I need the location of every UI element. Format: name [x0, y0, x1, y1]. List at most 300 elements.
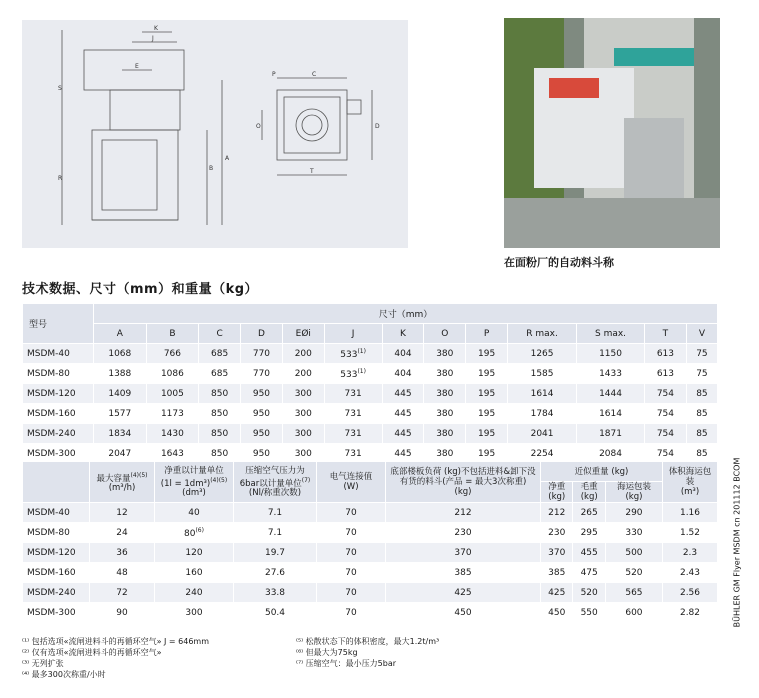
table-cell: [282, 424, 324, 444]
cell-value: 120: [185, 547, 203, 558]
table-cell: [386, 603, 541, 623]
cell-value: 7.1: [267, 507, 283, 518]
table-cell: [466, 424, 508, 444]
cell-value: 240: [185, 587, 203, 598]
cell-value: 425: [454, 587, 472, 598]
cell-value: 75: [696, 368, 708, 379]
photo-caption: 在面粉厂的自动料斗称: [504, 256, 614, 269]
table-row: [23, 603, 718, 623]
column-header: S max.: [577, 324, 645, 344]
cell-value: 770: [252, 348, 271, 359]
column-header: P: [466, 324, 508, 344]
table-row: [23, 384, 718, 404]
table-cell: [234, 523, 317, 543]
table-cell: [146, 384, 199, 404]
table-cell: [663, 523, 718, 543]
model-cell: [23, 503, 90, 523]
cell-value: 754: [656, 388, 675, 399]
label-O: O: [256, 123, 261, 130]
table-cell: [317, 603, 386, 623]
cell-value: 80: [184, 528, 196, 539]
cell-value: 36: [116, 547, 128, 558]
table-cell: [155, 583, 234, 603]
cell-value: 200: [294, 368, 312, 379]
table-cell: [508, 424, 577, 444]
floor-load-header: [386, 462, 541, 503]
cell-value: 1265: [530, 348, 554, 359]
volume-unit: (m³): [680, 487, 700, 497]
table-cell: [424, 404, 466, 424]
cell-value: 380: [436, 428, 454, 439]
table-cell: [645, 344, 687, 364]
footnotes-left: [22, 636, 209, 680]
cell-value: 850: [211, 448, 229, 459]
cell-value: 1871: [599, 428, 622, 439]
cell-value: 300: [294, 408, 312, 419]
cell-value: 1173: [160, 408, 184, 419]
cell-value: MSDM-120: [27, 547, 76, 558]
weights-table: [22, 461, 718, 623]
cell-value: MSDM-120: [27, 388, 76, 399]
table-cell: 80$^{(6)}$: [155, 523, 234, 543]
table-cell: [382, 364, 424, 384]
cell-value: 2047: [108, 448, 132, 459]
volume-label: 体积海运包装: [668, 467, 712, 487]
label-K: K: [154, 25, 158, 32]
cell-value: 445: [394, 448, 412, 459]
cell-value: 404: [394, 368, 412, 379]
table-cell: [382, 404, 424, 424]
power-header: [317, 462, 386, 503]
approx-weight-header: 近似重量 (kg): [541, 462, 663, 482]
cell-value: 450: [454, 607, 472, 618]
cell-value: 380: [436, 348, 454, 359]
cell-value: 212: [454, 507, 472, 518]
cell-value: 2.43: [679, 567, 701, 578]
table-row: [23, 543, 718, 563]
table-cell: [577, 404, 645, 424]
floor-load-label: 底部楼板负荷 (kg)不包括进料&卸下没有货的料斗(产品 = 最大3次称重): [390, 467, 536, 487]
model-header: 型号: [23, 304, 94, 344]
net-weight-unit-unit: (dm³): [182, 488, 206, 499]
table-cell: [577, 384, 645, 404]
table-cell: [424, 424, 466, 444]
table-cell: [90, 523, 155, 543]
cell-value: 450: [548, 607, 566, 618]
table-cell: [577, 344, 645, 364]
table-cell: [577, 424, 645, 444]
table-row: [23, 404, 718, 424]
table-row: [23, 523, 718, 543]
cell-value: 754: [656, 428, 675, 439]
hopper-scale-photo: [504, 18, 720, 248]
table-cell: [199, 344, 241, 364]
cell-value: MSDM-80: [27, 527, 70, 538]
cell-value: 1643: [160, 448, 184, 459]
model-cell: [23, 424, 94, 444]
ship-unit: (kg): [625, 492, 643, 502]
column-header: R max.: [508, 324, 577, 344]
cell-value: 195: [478, 368, 496, 379]
cell-value: 1005: [160, 388, 184, 399]
table-cell: [605, 583, 662, 603]
cell-value: 200: [294, 348, 312, 359]
cell-value: 295: [580, 527, 598, 538]
table-cell: [155, 503, 234, 523]
label-B: B: [209, 165, 214, 172]
dimensions-group-header: 尺寸（mm）: [94, 304, 718, 324]
cell-value: 300: [294, 448, 312, 459]
cell-value: 950: [252, 428, 271, 439]
table-cell: 533$^{(1)}$: [324, 364, 382, 384]
cell-value: 380: [436, 368, 454, 379]
cell-value: 300: [185, 607, 203, 618]
cell-value: 70: [345, 567, 357, 578]
footnote: ⁽⁴⁾ 最多300次称重/小时: [22, 670, 106, 679]
net-weight-unit-label: 净重以计量单位: [164, 465, 224, 476]
table-cell: [234, 543, 317, 563]
table-row: [23, 563, 718, 583]
table-cell: [324, 424, 382, 444]
cell-value: 7.1: [267, 527, 283, 538]
cell-value: 380: [436, 388, 454, 399]
table-cell: [663, 563, 718, 583]
cell-value: 195: [478, 428, 496, 439]
table-cell: [382, 424, 424, 444]
net-label: 净重: [548, 482, 566, 492]
cell-value: MSDM-80: [27, 368, 70, 379]
table-cell: [541, 563, 573, 583]
cell-value: 685: [211, 348, 229, 359]
cell-value: 212: [548, 507, 566, 518]
cell-value: 731: [344, 408, 362, 419]
table-cell: [466, 344, 508, 364]
table-cell: [466, 404, 508, 424]
table-cell: [424, 364, 466, 384]
cell-value: 850: [211, 408, 229, 419]
cell-value: 70: [345, 507, 357, 518]
cell-value: 1577: [108, 408, 132, 419]
table-row: [23, 503, 718, 523]
model-cell: [23, 364, 94, 384]
capacity-header: [90, 462, 155, 503]
power-unit: (W): [343, 482, 359, 492]
cell-value: 370: [454, 547, 472, 558]
cell-value: 475: [580, 567, 598, 578]
cell-value: 1834: [108, 428, 132, 439]
cell-value: 850: [211, 428, 229, 439]
table-cell: [686, 364, 717, 384]
cell-value: 75: [696, 348, 708, 359]
table-cell: [577, 364, 645, 384]
cell-value: 1433: [599, 368, 622, 379]
table-cell: [146, 364, 199, 384]
net-weight-unit-note: (1l = 1dm³)$^{(4)(5)}$: [160, 476, 228, 489]
table-cell: [94, 404, 147, 424]
table-cell: [605, 503, 662, 523]
cell-value: 1430: [160, 428, 184, 439]
table-cell: [155, 563, 234, 583]
ship-header: [605, 482, 662, 503]
model-cell: [23, 523, 90, 543]
table-cell: [645, 364, 687, 384]
table-cell: [199, 424, 241, 444]
cell-value: 70: [345, 527, 357, 538]
model-cell: [23, 583, 90, 603]
section-title: 技术数据、尺寸（mm）和重量（kg）: [22, 282, 259, 297]
table-cell: [234, 563, 317, 583]
label-P: P: [272, 71, 276, 78]
column-header: O: [424, 324, 466, 344]
table-row: [23, 583, 718, 603]
cell-value: 2.56: [679, 587, 701, 598]
cell-value: 520: [625, 567, 643, 578]
cell-value: 1150: [599, 348, 622, 359]
net-weight-unit-header: [155, 462, 234, 503]
column-header: T: [645, 324, 687, 344]
column-header: J: [324, 324, 382, 344]
table-cell: [324, 404, 382, 424]
table-cell: [663, 503, 718, 523]
cell-value: 1388: [108, 368, 132, 379]
table-cell: [466, 364, 508, 384]
table-cell: [90, 583, 155, 603]
cell-value: 1409: [108, 388, 132, 399]
table-cell: [90, 603, 155, 623]
table-cell: [94, 364, 147, 384]
table-cell: [241, 344, 283, 364]
table-cell: [508, 344, 577, 364]
cell-value: 731: [344, 448, 362, 459]
model-cell: [23, 603, 90, 623]
cell-value: 1068: [108, 348, 132, 359]
cell-value: 950: [252, 388, 271, 399]
cell-value: 27.6: [264, 567, 286, 578]
model-cell: [23, 384, 94, 404]
table-cell: [317, 583, 386, 603]
cell-value: 370: [548, 547, 566, 558]
table-cell: [645, 424, 687, 444]
cell-value: 380: [436, 448, 454, 459]
cell-value: 40: [188, 507, 200, 518]
net-weight-unit-note-text: (1l = 1dm³): [160, 478, 211, 489]
model-cell: [23, 563, 90, 583]
table-cell: [573, 583, 605, 603]
cell-value: 70: [345, 607, 357, 618]
footnote: ⁽³⁾ 无列扩张: [22, 659, 64, 668]
capacity-label: 最大容量: [96, 473, 131, 484]
table-row: [23, 364, 718, 384]
table-cell: [146, 404, 199, 424]
power-label: 电气连接值: [329, 472, 373, 482]
cell-value: 24: [116, 527, 128, 538]
table-cell: [508, 364, 577, 384]
cell-value: 1086: [160, 368, 184, 379]
air-label-text: 压缩空气压力为6bar以计量单位: [239, 465, 305, 489]
cell-value: MSDM-300: [27, 448, 76, 459]
table-row: [23, 344, 718, 364]
capacity-header-label: 最大容量$^{(4)(5)}$: [96, 471, 148, 484]
cell-value: 230: [548, 527, 566, 538]
table-cell: [663, 543, 718, 563]
table-cell: [90, 503, 155, 523]
table-cell: [424, 344, 466, 364]
air-header: [234, 462, 317, 503]
label-J: J: [152, 35, 154, 42]
cell-value: 1585: [530, 368, 554, 379]
table-cell: [90, 543, 155, 563]
air-unit: (Nl/称重次数): [248, 488, 302, 499]
table-cell: [199, 384, 241, 404]
table-cell: [605, 603, 662, 623]
cell-value: 685: [211, 368, 229, 379]
table-cell: 533$^{(1)}$: [324, 344, 382, 364]
table-cell: [386, 583, 541, 603]
cell-value: 731: [344, 428, 362, 439]
cell-value: 85: [696, 428, 708, 439]
column-header: EØi: [282, 324, 324, 344]
cell-value: 500: [625, 547, 643, 558]
cell-value: 2.3: [682, 547, 698, 558]
cell-value: 160: [185, 567, 203, 578]
cell-value: 533: [340, 349, 358, 360]
cell-value: 195: [478, 348, 496, 359]
cell-value: 85: [696, 448, 708, 459]
cell-value: 330: [625, 527, 643, 538]
cell-value: 195: [478, 448, 496, 459]
cell-value: 195: [478, 408, 496, 419]
gross-header: [573, 482, 605, 503]
capacity-unit: (m³/h): [108, 483, 136, 494]
table-cell: [241, 384, 283, 404]
gross-unit: (kg): [580, 492, 598, 502]
column-header: C: [199, 324, 241, 344]
table-cell: [282, 384, 324, 404]
cell-value: 70: [345, 587, 357, 598]
cell-value: 754: [656, 408, 675, 419]
table-cell: [686, 404, 717, 424]
cell-value: MSDM-40: [27, 348, 70, 359]
footnotes-right: [296, 636, 439, 669]
table-cell: [541, 583, 573, 603]
column-header: D: [241, 324, 283, 344]
table-cell: [645, 404, 687, 424]
gross-label: 毛重: [580, 482, 598, 492]
table-cell: [508, 404, 577, 424]
cell-value: 613: [656, 348, 675, 359]
cell-value: MSDM-160: [27, 567, 76, 578]
table-row: [23, 424, 718, 444]
table-cell: [282, 344, 324, 364]
cell-value: 520: [580, 587, 598, 598]
cell-value: 50.4: [264, 607, 286, 618]
label-A: A: [225, 155, 230, 162]
table-cell: [386, 503, 541, 523]
side-document-code: [730, 430, 742, 660]
dimension-drawing: [22, 20, 408, 248]
table-cell: [573, 503, 605, 523]
cell-value: 445: [394, 428, 412, 439]
label-C: C: [312, 71, 317, 78]
table-cell: [645, 384, 687, 404]
cell-value: MSDM-40: [27, 507, 70, 518]
cell-value: 48: [116, 567, 128, 578]
dimension-drawing-svg: [22, 20, 408, 248]
table-cell: [94, 344, 147, 364]
table-cell: [199, 404, 241, 424]
cell-value: 300: [294, 388, 312, 399]
table-cell: [386, 523, 541, 543]
cell-value: 950: [252, 448, 271, 459]
cell-value: 2.82: [679, 607, 701, 618]
table-cell: [317, 503, 386, 523]
cell-value: 19.7: [264, 547, 286, 558]
table-cell: [234, 583, 317, 603]
table-cell: [241, 364, 283, 384]
cell-value: 404: [394, 348, 412, 359]
column-header: B: [146, 324, 199, 344]
cell-value: 455: [580, 547, 598, 558]
cell-value: 1.16: [679, 507, 701, 518]
cell-value: 300: [294, 428, 312, 439]
cell-value: 731: [344, 388, 362, 399]
cell-value: 265: [580, 507, 598, 518]
cell-value: 565: [625, 587, 643, 598]
label-E: E: [135, 63, 139, 70]
cell-value: 2084: [599, 448, 622, 459]
cell-value: 2254: [530, 448, 554, 459]
table-cell: [146, 424, 199, 444]
hopper-scale-photo-svg: [504, 18, 720, 248]
air-label: 压缩空气压力为6bar以计量单位$^{(7)}$: [239, 465, 311, 489]
cell-value: 90: [116, 607, 128, 618]
cell-value: 70: [345, 547, 357, 558]
cell-value: 445: [394, 388, 412, 399]
cell-value: 385: [454, 567, 472, 578]
table-cell: [317, 523, 386, 543]
volume-header: [663, 462, 718, 503]
cell-value: 533: [340, 369, 358, 380]
label-S: S: [58, 85, 62, 92]
table-cell: [573, 603, 605, 623]
table-cell: [663, 583, 718, 603]
model-cell: [23, 404, 94, 424]
label-T: T: [310, 168, 314, 175]
table-cell: [573, 543, 605, 563]
cell-value: 385: [548, 567, 566, 578]
cell-value: 1444: [599, 388, 622, 399]
table-cell: [234, 503, 317, 523]
model-cell: [23, 344, 94, 364]
cell-value: 1784: [530, 408, 554, 419]
footnote: ⁽⁶⁾ 但最大为75kg: [296, 648, 358, 657]
footnote: ⁽⁵⁾ 松散状态下的体积密度，最大1.2t/m³: [296, 637, 440, 646]
table-cell: [541, 503, 573, 523]
table-cell: [541, 603, 573, 623]
table-cell: [605, 543, 662, 563]
column-header: V: [686, 324, 717, 344]
cell-value: 600: [625, 607, 643, 618]
table-cell: [541, 523, 573, 543]
table-cell: [94, 384, 147, 404]
cell-value: 85: [696, 388, 708, 399]
footnote: ⁽¹⁾ 包括选项«流闸进料斗的再循环空气» J = 646mm: [22, 637, 210, 646]
column-header: A: [94, 324, 147, 344]
table-cell: [686, 344, 717, 364]
cell-value: 754: [656, 448, 675, 459]
label-D: D: [375, 123, 380, 130]
model-cell: [23, 543, 90, 563]
